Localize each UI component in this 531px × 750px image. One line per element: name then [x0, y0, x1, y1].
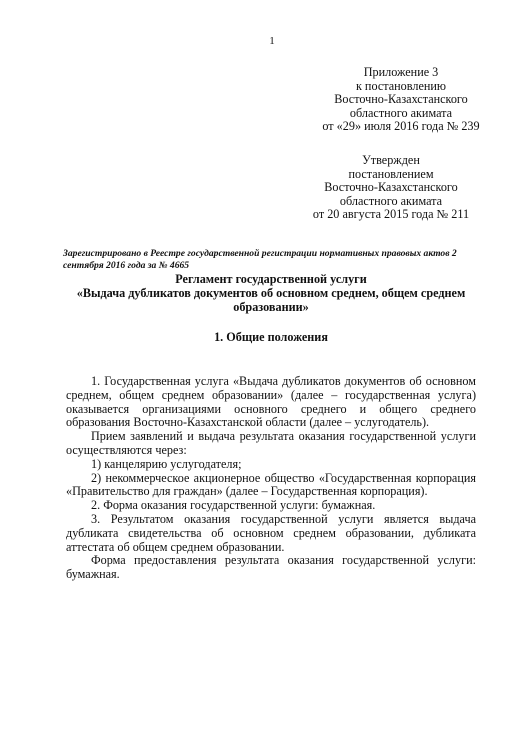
appendix-block [281, 66, 521, 134]
approved-line: постановлением [348, 166, 434, 181]
title-line-2: «Выдача дубликатов документов об основном среднем, общем среднем образовании» [76, 285, 466, 314]
appendix-line: Восточно-Казахстанского [334, 92, 468, 107]
paragraph: 2. Форма оказания государственной услуги: бумажная. [91, 498, 376, 513]
registration-note: Зарегистрировано в Реестре государственной регистрации нормативных правовых актов 2 сентября 2016 года за № 4665 [63, 248, 457, 271]
section-heading: 1. Общие положения [214, 330, 328, 344]
paragraph: Прием заявлений и выдача результата оказания государственной услуги осуществляются через: [66, 429, 476, 457]
appendix-line: к постановлению [355, 78, 447, 93]
appendix-line: от «29» июля 2016 года № 239 [322, 119, 480, 134]
approved-block [271, 154, 511, 222]
approved-line: областного акимата [339, 193, 443, 208]
appendix-line: областного акимата [349, 105, 453, 120]
paragraph: 1) канцелярию услугодателя; [91, 456, 242, 471]
paragraph: 2) некоммерческое акционерное общество «Государственная корпорация «Правительство для граждан» (далее – Государственная корпорация). [66, 470, 476, 499]
paragraph: Форма предоставления результата оказания государственной услуги: бумажная. [66, 553, 476, 582]
appendix-line: Приложение 3 [363, 65, 439, 79]
paragraph: 1. Государственная услуга «Выдача дубликатов документов об основном среднем, общем среднем образовании» (далее – государственная услуга) оказывается организациями основного среднего и общего среднего образования Восточно-Казахстанской области (далее – услугодатель). [66, 374, 476, 430]
approved-line: от 20 августа 2015 года № 211 [312, 207, 470, 222]
approved-line: Восточно-Казахстанского [324, 180, 458, 195]
title-line-1: Регламент государственной услуги [175, 272, 367, 286]
page-number: 1 [269, 35, 275, 47]
document-body [66, 375, 476, 582]
document-title [66, 273, 476, 314]
approved-line: Утвержден [362, 153, 420, 167]
paragraph: 3. Результатом оказания государственной услуги является выдача дубликата свидетельства об основном среднем образовании, дубликата аттестата об общем среднем образовании. [66, 511, 476, 554]
